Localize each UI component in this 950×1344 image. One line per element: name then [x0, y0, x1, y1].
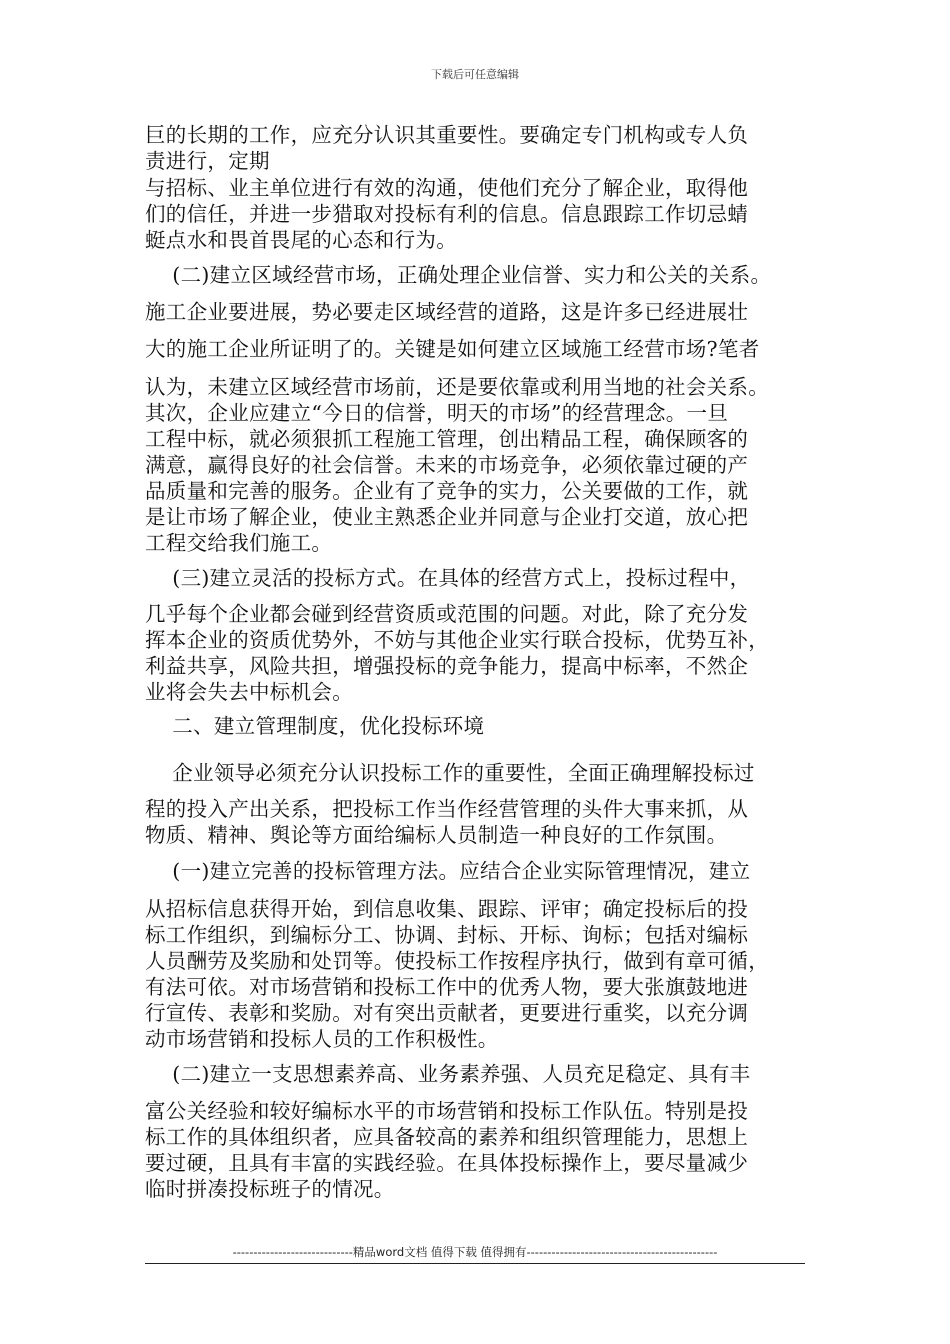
- page-footer: -----------------------------精品word文档 值得下载 值得拥有----------------------------------------------: [232, 1245, 718, 1259]
- body-line: 施工企业要进展，势必要走区域经营的道路，这是许多已经进展壮: [145, 300, 749, 324]
- body-line: 大的施工企业所证明了的。关键是如何建立区域施工经营市场?笔者: [145, 337, 760, 361]
- body-line: (二)建立区域经营市场，正确处理企业信誉、实力和公关的关系。: [145, 263, 772, 287]
- section-heading: 二、建立管理制度，优化投标环境: [145, 714, 485, 738]
- body-line: 动市场营销和投标人员的工作积极性。: [145, 1027, 499, 1051]
- body-line: 企业领导必须充分认识投标工作的重要性，全面正确理解投标过: [145, 761, 755, 785]
- body-line: 物质、精神、舆论等方面给编标人员制造一种良好的工作氛围。: [145, 823, 728, 847]
- body-line: 标工作组织，到编标分工、协调、封标、开标、询标；包括对编标: [145, 923, 749, 947]
- body-line: 挥本企业的资质优势外，不妨与其他企业实行联合投标，优势互补，: [145, 628, 769, 652]
- body-line: 工程中标，就必须狠抓工程施工管理，创出精品工程，确保顾客的: [145, 427, 749, 451]
- body-line: (一)建立完善的投标管理方法。应结合企业实际管理情况，建立: [145, 859, 751, 883]
- body-line: 行宣传、表彰和奖励。对有突出贡献者，更要进行重奖，以充分调: [145, 1001, 749, 1025]
- footer-divider: [145, 1263, 805, 1264]
- body-line: 人员酬劳及奖励和处罚等。使投标工作按程序执行，做到有章可循，: [145, 949, 769, 973]
- body-line: 品质量和完善的服务。企业有了竞争的实力，公关要做的工作，就: [145, 479, 749, 503]
- body-line: 临时拼凑投标班子的情况。: [145, 1177, 395, 1201]
- body-line: 几乎每个企业都会碰到经营资质或范围的问题。对此，除了充分发: [145, 602, 749, 626]
- body-line: 们的信任，并进一步猎取对投标有利的信息。信息跟踪工作切忌蜻: [145, 202, 749, 226]
- body-line: 满意，赢得良好的社会信誉。未来的市场竞争，必须依靠过硬的产: [145, 453, 749, 477]
- body-line: 认为，未建立区域经营市场前，还是要依靠或利用当地的社会关系。: [145, 375, 769, 399]
- body-line: 富公关经验和较好编标水平的市场营销和投标工作队伍。特别是投: [145, 1099, 749, 1123]
- body-line: 从招标信息获得开始，到信息收集、跟踪、评审；确定投标后的投: [145, 897, 749, 921]
- page-header: 下载后可任意编辑: [431, 68, 519, 81]
- body-line: 利益共享，风险共担，增强投标的竞争能力，提高中标率，不然企: [145, 654, 749, 678]
- body-line: 标工作的具体组织者，应具备较高的素养和组织管理能力，思想上: [145, 1125, 749, 1149]
- body-line: 程的投入产出关系，把投标工作当作经营管理的头件大事来抓，从: [145, 797, 749, 821]
- body-line: 工程交给我们施工。: [145, 531, 333, 555]
- body-line: 其次，企业应建立“今日的信誉，明天的市场”的经营理念。一旦: [145, 401, 729, 425]
- body-line: (三)建立灵活的投标方式。在具体的经营方式上，投标过程中，: [145, 566, 751, 590]
- body-line: 要过硬，且具有丰富的实践经验。在具体投标操作上，要尽量减少: [145, 1151, 749, 1175]
- body-line: 巨的长期的工作，应充分认识其重要性。要确定专门机构或专人负: [145, 123, 749, 147]
- body-line: 与招标、业主单位进行有效的沟通，使他们充分了解企业，取得他: [145, 176, 749, 200]
- body-line: 是让市场了解企业，使业主熟悉企业并同意与企业打交道，放心把: [145, 505, 749, 529]
- body-line: 责进行，定期: [145, 149, 270, 173]
- body-line: 业将会失去中标机会。: [145, 680, 353, 704]
- body-line: 蜓点水和畏首畏尾的心态和行为。: [145, 228, 457, 252]
- body-line: 有法可依。对市场营销和投标工作中的优秀人物，要大张旗鼓地进: [145, 975, 749, 999]
- body-line: (二)建立一支思想素养高、业务素养强、人员充足稳定、具有丰: [145, 1062, 751, 1086]
